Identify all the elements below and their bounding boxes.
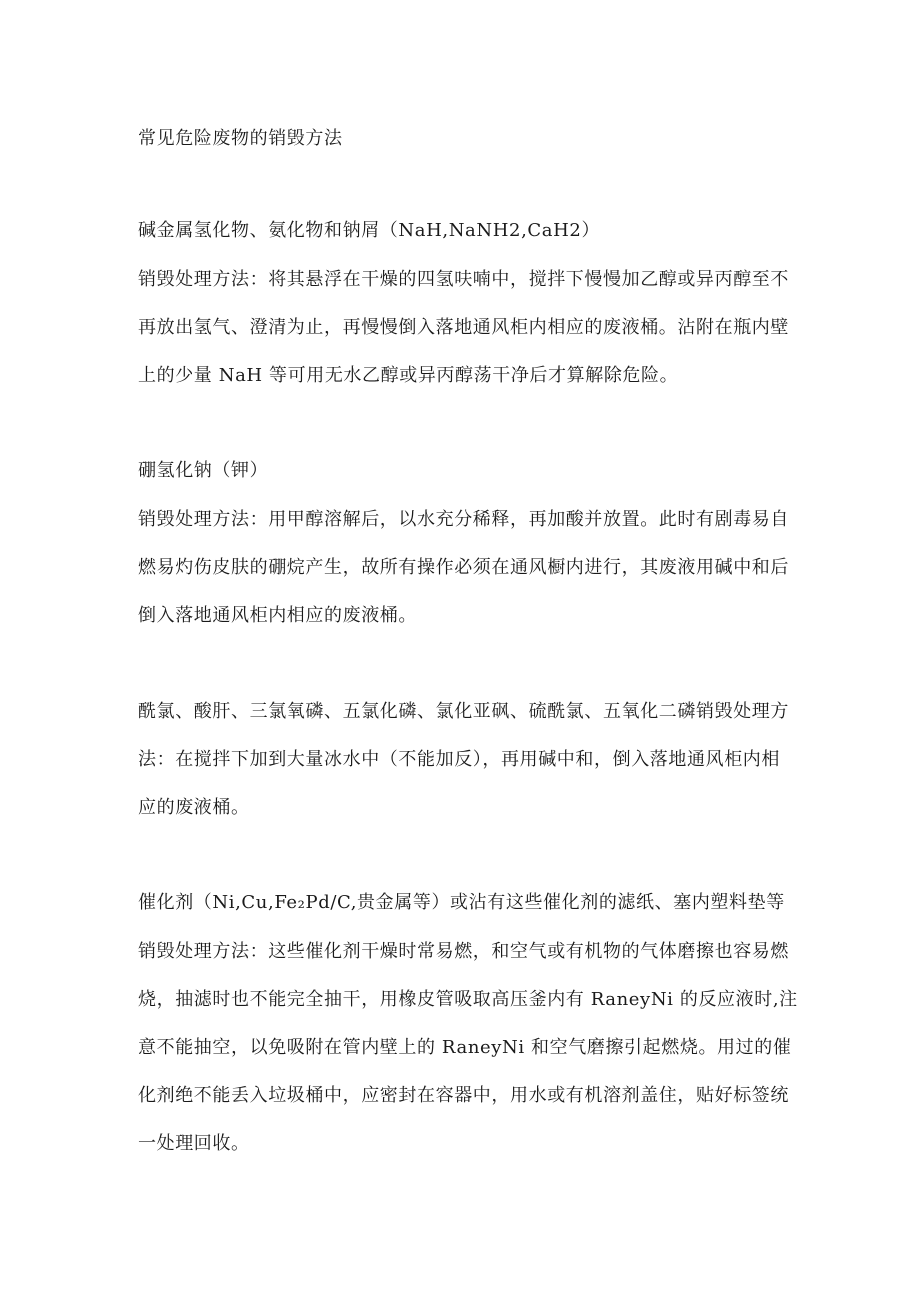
section-4-line-4: 化剂绝不能丢入垃圾桶中，应密封在容器中，用水或有机溶剂盖住，贴好标签统 — [138, 1085, 789, 1106]
section-3-line-2: 法：在搅拌下加到大量冰水中（不能加反），再用碱中和，倒入落地通风柜内相 — [138, 749, 780, 770]
section-4-line-3: 意不能抽空，以免吸附在管内壁上的 RaneyNi 和空气磨擦引起燃烧。用过的催 — [138, 1037, 792, 1058]
section-2-line-2: 燃易灼伤皮肤的硼烷产生，故所有操作必须在通风橱内进行，其废液用碱中和后 — [138, 557, 789, 578]
section-2-line-3: 倒入落地通风柜内相应的废液桶。 — [138, 605, 417, 626]
section-4-line-1: 销毁处理方法：这些催化剂干燥时常易燃，和空气或有机物的气体磨擦也容易燃 — [138, 941, 789, 962]
section-4-heading: 催化剂（Ni,Cu,Fe₂Pd/C,贵金属等）或沾有这些催化剂的滤纸、塞内塑料垫等 — [138, 892, 785, 913]
section-1-line-3: 上的少量 NaH 等可用无水乙醇或异丙醇荡干净后才算解除危险。 — [138, 365, 679, 386]
section-1-heading: 碱金属氢化物、氨化物和钠屑（NaH,NaNH2,CaH2） — [138, 220, 601, 241]
section-4-line-5: 一处理回收。 — [138, 1133, 250, 1154]
section-1-line-1: 销毁处理方法：将其悬浮在干燥的四氢呋喃中，搅拌下慢慢加乙醇或异丙醇至不 — [138, 269, 789, 290]
document-title: 常见危险废物的销毁方法 — [138, 128, 343, 149]
section-1-line-2: 再放出氢气、澄清为止，再慢慢倒入落地通风柜内相应的废液桶。沾附在瓶内壁 — [138, 317, 789, 338]
section-4-line-2: 烧，抽滤时也不能完全抽干，用橡皮管吸取高压釜内有 RaneyNi 的反应液时,注 — [138, 989, 798, 1010]
section-2-line-1: 销毁处理方法：用甲醇溶解后，以水充分稀释，再加酸并放置。此时有剧毒易自 — [138, 509, 789, 530]
section-3-line-1: 酰氯、酸肝、三氯氧磷、五氯化磷、氯化亚砜、硫酰氯、五氧化二磷销毁处理方 — [138, 701, 789, 722]
section-3-line-3: 应的废液桶。 — [138, 797, 250, 818]
section-2-heading: 硼氢化钠（钾） — [138, 460, 269, 481]
